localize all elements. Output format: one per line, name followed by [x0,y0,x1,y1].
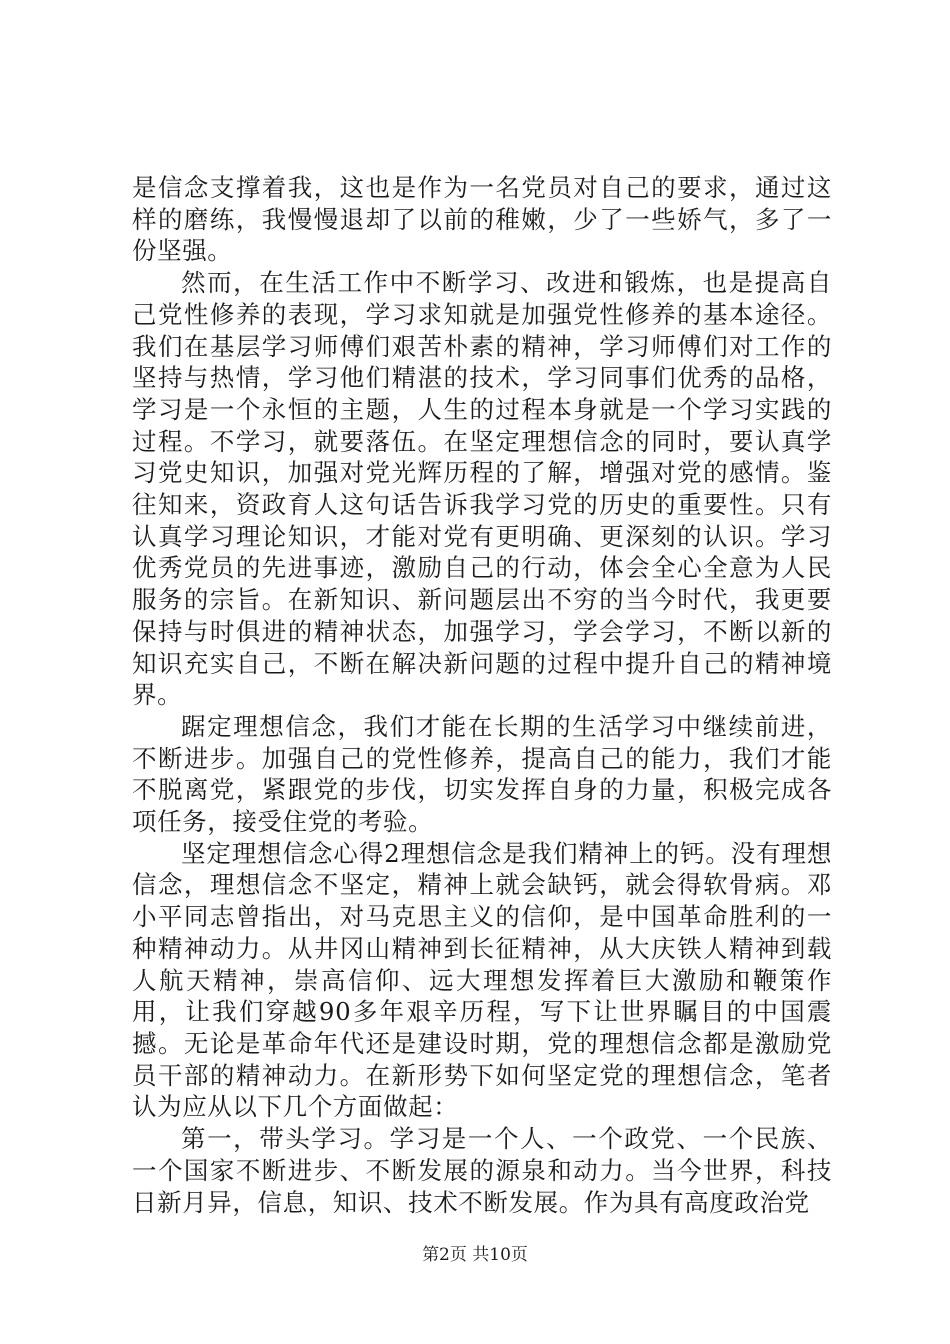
paragraph-1: 是信念支撑着我，这也是作为一名党员对自己的要求，通过这样的磨练，我慢慢退却了以前的稚嫩，少了一些娇气，多了一份坚强。 [132,173,832,266]
paragraph-2: 然而，在生活工作中不断学习、改进和锻炼，也是提高自己党性修养的表现，学习求知就是加强党性修养的基本途径。我们在基层学习师傅们艰苦朴素的精神，学习师傅们对工作的坚持与热情，学习他们精湛的技术，学习同事们优秀的品格，学习是一个永恒的主题，人生的过程本身就是一个学习实践的过程。不学习，就要落伍。在坚定理想信念的同时，要认真学习党史知识，加强对党光辉历程的了解，增强对党的感情。鉴往知来，资政育人这句话告诉我学习党的历史的重要性。只有认真学习理论知识，才能对党有更明确、更深刻的认识。学习优秀党员的先进事迹，激励自己的行动，体会全心全意为人民服务的宗旨。在新知识、新问题层出不穷的当今时代，我更要保持与时俱进的精神状态，加强学习，学会学习，不断以新的知识充实自己，不断在解决新问题的过程中提升自己的精神境界。 [132,268,832,710]
paragraph-4: 坚定理想信念心得2理想信念是我们精神上的钙。没有理想信念，理想信念不坚定，精神上就会缺钙，就会得软骨病。邓小平同志曾指出，对马克思主义的信仰，是中国革命胜利的一种精神动力。从井冈山精神到长征精神，从大庆铁人精神到载人航天精神，崇高信仰、远大理想发挥着巨大激励和鞭策作用，让我们穿越90多年艰辛历程，写下让世界瞩目的中国震撼。无论是革命年代还是建设时期，党的理想信念都是激励党员干部的精神动力。在新形势下如何坚定党的理想信念，笔者认为应从以下几个方面做起： [132,838,832,1122]
document-body [132,172,832,1218]
paragraph-5: 第一，带头学习。学习是一个人、一个政党、一个民族、一个国家不断进步、不断发展的源泉和动力。当今世界，科技日新月异，信息，知识、技术不断发展。作为具有高度政治党 [132,1124,832,1217]
paragraph-3: 踞定理想信念，我们才能在长期的生活学习中继续前进，不断进步。加强自己的党性修养，提高自己的能力，我们才能不脱离党，紧跟党的步伐，切实发挥自身的力量，积极完成各项任务，接受住党的考验。 [132,711,832,837]
page-number-footer: 第2页 共10页 [422,1245,528,1265]
